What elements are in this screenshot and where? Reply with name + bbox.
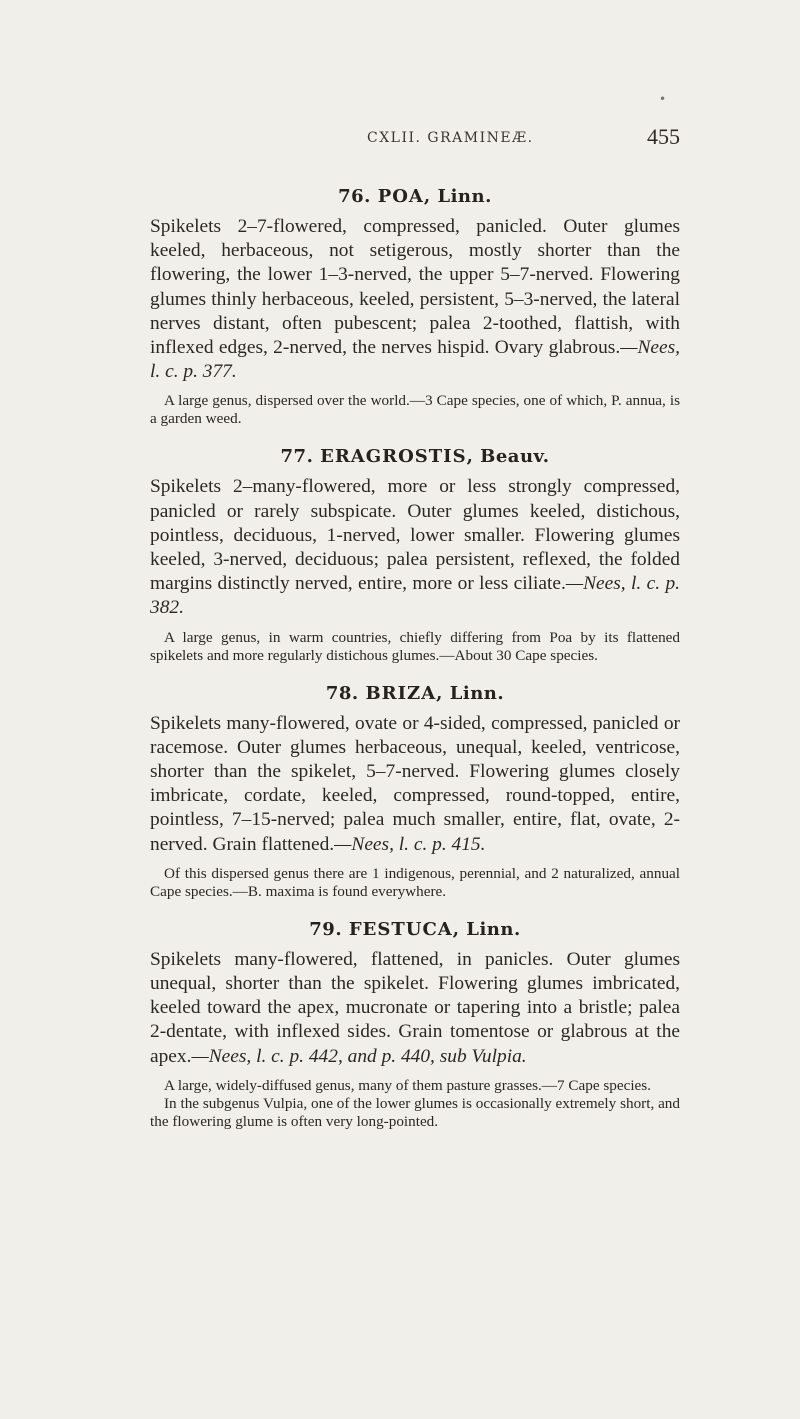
description-text: Spikelets 2–7-flowered, compressed, panicled. Outer glumes keeled, herbaceous, not setigerous, mostly shorter than the flowering, the lower 1–3-nerved, the upper 5–7-nerved. Flowering glumes thinly herbaceous, keeled, persistent, 5–3-nerved, the lateral nerves distant, often pubescent; palea 2-toothed, flattish, with inflexed edges, 2-nerved, the nerves hispid. Ovary glabrous.: [150, 216, 680, 359]
genus-note: A large genus, dispersed over the world.—3 Cape species, one of which, P. annua, is a garden weed.: [150, 392, 680, 428]
genus-reference: —Nees, l. c. p. 415.: [334, 833, 486, 855]
genus-entry-festuca: [150, 919, 680, 1131]
genus-note: Of this dispersed genus there are 1 indigenous, perennial, and 2 naturalized, annual Cape species.—B. maxima is found everywhere.: [150, 864, 680, 900]
genus-heading: [150, 446, 680, 467]
running-head: [192, 124, 680, 154]
genus-name: FESTUCA: [348, 918, 453, 940]
genus-description: [150, 215, 680, 384]
description-text: Spikelets many-flowered, ovate or 4-sided, compressed, panicled or racemose. Outer glumes herbaceous, unequal, keeled, ventricose, shorter than the spikelet, 5–7-nerved. Flowering glumes closely imbricate, cordate, keeled, compressed, round-topped, entire, pointless, 7–15-nerved; palea much smaller, entire, flat, ovate, 2-nerved. Grain flattened.: [150, 712, 680, 855]
page-content: [150, 186, 680, 1149]
genus-entry-eragrostis: [150, 446, 680, 664]
running-head-section: CXLII. GRAMINEÆ.: [367, 130, 534, 146]
genus-description: [150, 948, 680, 1069]
genus-authority: , Linn.: [423, 186, 492, 207]
genus-note: In the subgenus Vulpia, one of the lower glumes is occasionally extremely short, and the flowering glume is often very long-pointed.: [150, 1094, 680, 1130]
genus-name: POA: [377, 186, 424, 207]
description-text: Spikelets many-flowered, flattened, in panicles. Outer glumes unequal, shorter than the spikelet. Flowering glumes imbricated, keeled toward the apex, mucronate or tapering into a bristle; palea 2-dentate, with inflexed sides. Grain tomentose or glabrous at the apex.: [150, 948, 680, 1067]
genus-note: A large, widely-diffused genus, many of them pasture grasses.—7 Cape species.: [164, 1076, 652, 1094]
genus-note: A large genus, in warm countries, chiefly differing from Poa by its flattened spikelets and more regularly distichous glumes.—About 30 Cape species.: [150, 628, 680, 664]
genus-description: [150, 712, 680, 857]
genus-reference: —Nees, l. c. p. 377.: [150, 337, 680, 383]
genus-number: 76.: [338, 186, 371, 207]
genus-entry-poa: [150, 186, 680, 428]
genus-reference: —Nees, l. c. p. 382.: [150, 573, 680, 619]
genus-entry-briza: [150, 683, 680, 901]
genus-number: 79.: [309, 918, 343, 940]
genus-name: BRIZA: [365, 682, 437, 704]
genus-authority: , Beauv.: [466, 446, 550, 468]
stray-mark: •: [659, 92, 667, 106]
genus-number: 78.: [325, 682, 359, 704]
genus-heading: [150, 683, 680, 704]
genus-description: [150, 475, 680, 620]
genus-authority: , Linn.: [452, 918, 521, 940]
genus-heading: [150, 186, 680, 207]
genus-heading: [150, 919, 680, 940]
description-text: Spikelets 2–many-flowered, more or less strongly compressed, panicled or rarely subspicate. Outer glumes keeled, distichous, pointless, deciduous, 1-nerved, lower smaller. Flowering glumes keeled, 3-nerved, deciduous; palea persistent, reflexed, the folded margins distinctly nerved, entire, more or less ciliate.: [150, 476, 680, 595]
genus-number: 77.: [280, 446, 314, 468]
genus-name: ERAGROSTIS: [320, 446, 467, 468]
genus-reference: —Nees, l. c. p. 442, and p. 440, sub Vulpia.: [191, 1045, 527, 1067]
genus-authority: , Linn.: [436, 682, 505, 704]
page-number: 455: [647, 124, 680, 149]
